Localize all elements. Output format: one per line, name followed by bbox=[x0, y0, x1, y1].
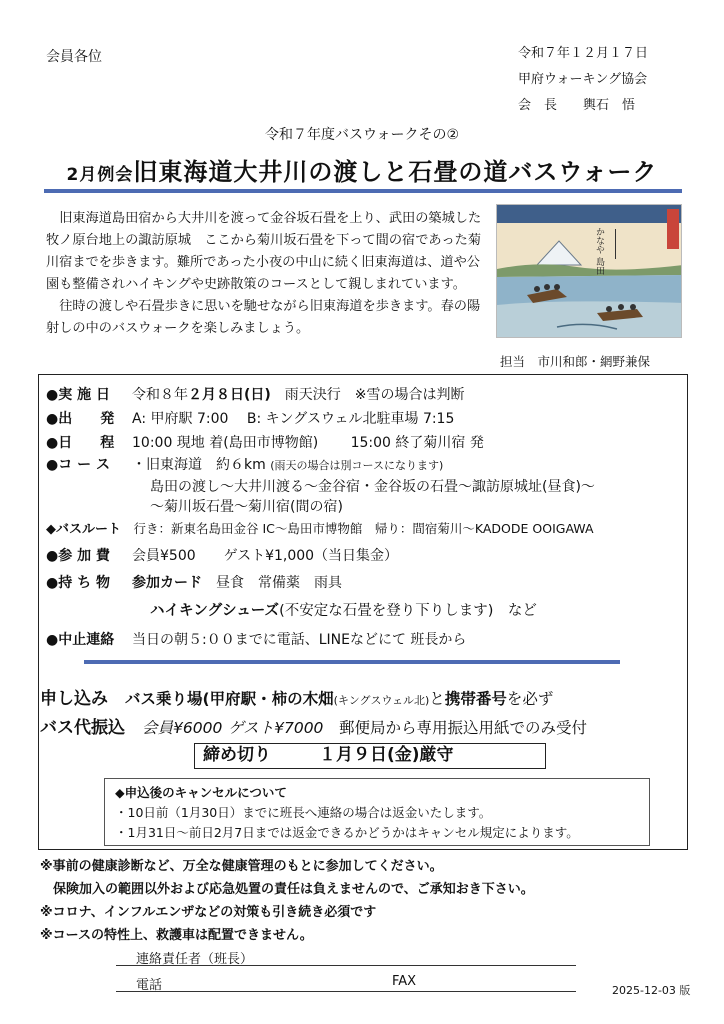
note-item: ※コースの特性上、救護車は配置できません。 bbox=[40, 928, 313, 943]
detail-items-label: ●持 ち 物 bbox=[46, 575, 110, 591]
bus-fee-label: バス代振込 bbox=[40, 718, 125, 738]
cancellation-line-2: ・1月31日～前日2月7日までは返金できるかどうかはキャンセル規定によります。 bbox=[115, 825, 579, 840]
note-item: 保険加入の範囲以外および応急処置の責任は負えませんので、ご承知おき下さい。 bbox=[40, 882, 534, 897]
contact-leader-line bbox=[116, 948, 576, 966]
detail-cancel-contact bbox=[46, 629, 466, 649]
detail-course-line3: ～菊川坂石畳～菊川宿(間の宿) bbox=[150, 499, 343, 515]
event-subtitle: 令和７年度バスウォークその② bbox=[265, 127, 459, 143]
illustration-inscription: かなや 島田 bbox=[594, 227, 604, 275]
apply-text-small: (キングスウェル北) bbox=[333, 694, 430, 707]
section-divider bbox=[84, 660, 620, 664]
deadline-date: １月９日(金)厳守 bbox=[319, 745, 454, 765]
bus-fee-rest: 郵便局から専用振込用紙でのみ受付 bbox=[323, 719, 587, 737]
cancellation-line-1: ・10日前（1月30日）までに班長へ連絡の場合は返金いたします。 bbox=[115, 805, 492, 820]
detail-items-shoes-line bbox=[150, 599, 537, 620]
apply-text-bold: 携帯番号 bbox=[444, 690, 507, 708]
detail-date-pre: 令和８年 bbox=[132, 387, 188, 403]
intro-paragraph-1: 旧東海道島田宿から大井川を渡って金谷坂石畳を上り、武田の築城した牧ノ原台地上の諏訪原城 ここから菊川坂石畳を下って間の宿であった菊川宿までを歩きます。難所であった小夜の中山に続く旧東海道は、道や公園も整備されハイキングや史跡散策のコースとして親しまれています。 bbox=[46, 211, 482, 292]
detail-items-shoes: ハイキングシューズ bbox=[150, 603, 280, 619]
detail-schedule-value: 10:00 現地 着(島田市博物館) 15:00 終了菊川宿 発 bbox=[132, 435, 484, 451]
title-main: 旧東海道大井川の渡しと石畳の道バスウォーク bbox=[133, 158, 658, 186]
notes-block bbox=[40, 855, 534, 947]
detail-bus-route-label: ◆バスルート bbox=[46, 522, 121, 537]
bus-fee-guest: ゲスト¥7000 bbox=[228, 719, 324, 737]
intro-paragraph-2: 往時の渡しや石畳歩きに思いを馳せながら旧東海道を歩きます。春の陽射しの中のバスウォークを楽しみましょう。 bbox=[46, 299, 481, 336]
contact-leader-label: 連絡責任者（班長） bbox=[136, 952, 254, 967]
title-divider bbox=[44, 189, 682, 193]
issue-date: 令和７年１２月１７日 bbox=[518, 46, 649, 61]
deadline-box bbox=[194, 743, 546, 769]
detail-bus-route-value: 行き：新東名島田金谷 IC～島田市博物館 帰り：間宿菊川～KADODE OOIGAWA bbox=[133, 521, 594, 536]
note-item: ※コロナ、インフルエンザなどの対策も引き続き必須です bbox=[40, 905, 377, 920]
detail-departure-value: A: 甲府駅 7:00 B: キングスウェル北駐車場 7:15 bbox=[132, 411, 455, 427]
apply-label: 申し込み bbox=[40, 689, 108, 709]
staff-caption: 担当 市川和郎・網野兼保 bbox=[500, 354, 651, 369]
contact-phone-label: 電話 bbox=[136, 978, 163, 993]
title-prefix: 2月例会 bbox=[66, 165, 134, 185]
bus-fee-member: 会員¥6000 bbox=[142, 719, 223, 737]
version-label: 2025-12-03 版 bbox=[612, 984, 691, 997]
detail-departure bbox=[46, 408, 454, 428]
detail-items-etc: など bbox=[493, 603, 537, 619]
cancellation-title: ◆申込後のキャンセルについて bbox=[115, 785, 287, 800]
detail-course-note: (雨天の場合は別コースになります) bbox=[270, 459, 444, 472]
deadline-label: 締め切り bbox=[203, 745, 271, 765]
apply-text-1: バス乗り場(甲府駅・柿の木畑 bbox=[125, 690, 334, 708]
detail-date-label: ●実 施 日 bbox=[46, 387, 110, 403]
detail-cancel-contact-label: ●中止連絡 bbox=[46, 632, 115, 648]
ukiyoe-illustration-art bbox=[497, 205, 682, 338]
detail-items-shoes-note: (不安定な石畳を登り下りします) bbox=[279, 603, 494, 619]
detail-fee-value: 会員¥500 ゲスト¥1,000（当日集金） bbox=[132, 548, 399, 564]
detail-cancel-contact-value: 当日の朝５:００までに電話、LINEなどにて 班長から bbox=[132, 632, 467, 648]
event-title bbox=[0, 152, 724, 187]
contact-phone-line bbox=[116, 974, 576, 992]
detail-items-rest: 昼食 常備薬 雨具 bbox=[202, 575, 342, 591]
detail-departure-label: ●出 発 bbox=[46, 411, 115, 427]
detail-schedule bbox=[46, 432, 484, 452]
organization-name: 甲府ウォーキング協会 bbox=[518, 72, 648, 87]
contact-fax-label: FAX bbox=[392, 974, 417, 989]
detail-date-post: 雨天決行 ※雪の場合は判断 bbox=[270, 387, 465, 403]
addressee: 会員各位 bbox=[46, 49, 102, 65]
detail-course-line1: ・旧東海道 約６km bbox=[132, 457, 266, 473]
bus-fee-row bbox=[40, 713, 587, 738]
detail-date-value: ２月８日(日) bbox=[188, 387, 271, 403]
detail-bus-route bbox=[46, 518, 594, 537]
cancellation-box bbox=[104, 778, 650, 846]
apply-row bbox=[40, 684, 553, 709]
detail-fee bbox=[46, 545, 398, 565]
apply-text-end: を必ず bbox=[506, 690, 554, 708]
ukiyoe-illustration bbox=[496, 204, 682, 338]
detail-date bbox=[46, 384, 465, 404]
detail-course bbox=[46, 454, 443, 474]
detail-items-card: 参加カード bbox=[132, 575, 202, 591]
intro-text bbox=[46, 208, 486, 340]
detail-course-label: ●コ ー ス bbox=[46, 457, 110, 473]
note-item: ※事前の健康診断など、万全な健康管理のもとに参加してください。 bbox=[40, 859, 443, 874]
detail-course-line2: 島田の渡し～大井川渡る～金谷宿・金谷坂の石畳～諏訪原城址(昼食)～ bbox=[150, 479, 595, 495]
detail-fee-label: ●参 加 費 bbox=[46, 548, 110, 564]
detail-schedule-label: ●日 程 bbox=[46, 435, 115, 451]
apply-text-mid: と bbox=[429, 690, 445, 708]
president-name: 会 長 輿石 悟 bbox=[518, 98, 636, 113]
detail-items bbox=[46, 572, 342, 592]
